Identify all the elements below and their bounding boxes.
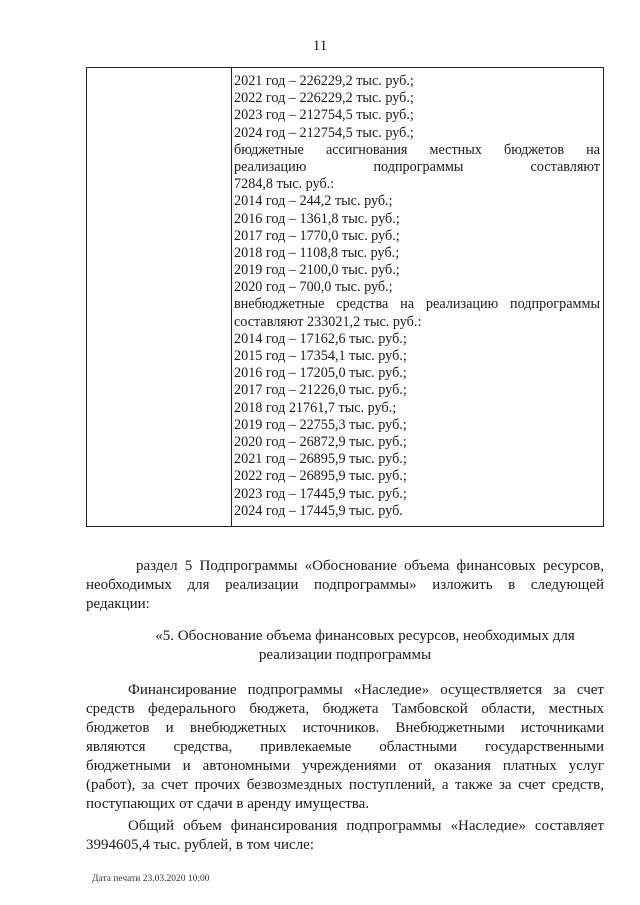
page-number: 11 <box>312 38 328 54</box>
text-line: средств федерального бюджета, бюджета Тамбовской области, местных <box>86 701 604 717</box>
table-line: внебюджетные средства на реализацию подпрограммы <box>234 296 600 313</box>
table-line: 2023 год – 212754,5 тыс. руб.; <box>234 107 414 124</box>
text-line: поступающих от сдачи в аренду имущества. <box>86 796 370 812</box>
section-intro <box>86 557 604 614</box>
table-cell-right <box>234 73 600 520</box>
table-line: 2020 год – 700,0 тыс. руб.; <box>234 279 393 296</box>
text-line: Общий объем финансирования подпрограммы «Наследие» составляет <box>128 818 604 834</box>
table-line: 2024 год – 17445,9 тыс. руб. <box>234 502 403 519</box>
section-heading <box>86 627 604 665</box>
print-date: Дата печати 23.03.2020 10:00 <box>92 874 210 884</box>
table-line: 2022 год – 26895,9 тыс. руб.; <box>234 468 407 485</box>
table-line: реализацию подпрограммы составляют <box>234 158 600 175</box>
table-line: 2021 год – 226229,2 тыс. руб.; <box>234 73 414 89</box>
table-line: 2019 год – 2100,0 тыс. руб.; <box>234 262 400 279</box>
table-line: 2018 год 21761,7 тыс. руб.; <box>234 399 397 416</box>
paragraph-total <box>86 817 604 855</box>
table-line: 2019 год – 22755,3 тыс. руб.; <box>234 416 407 433</box>
table-line: составляют 233021,2 тыс. руб.: <box>234 313 422 330</box>
table-divider <box>231 68 232 526</box>
table-line: 2015 год – 17354,1 тыс. руб.; <box>234 348 407 364</box>
text-line: (работ), за счет прочих безвозмездных поступлений, а также за счет средств, <box>86 777 604 793</box>
table-line: 2023 год – 17445,9 тыс. руб.; <box>234 485 407 502</box>
table-line: 2018 год – 1108,8 тыс. руб.; <box>234 244 400 261</box>
table-line: 2016 год – 1361,8 тыс. руб.; <box>234 210 400 227</box>
table-line: 2014 год – 17162,6 тыс. руб.; <box>234 330 407 347</box>
heading-line: реализации подпрограммы <box>258 647 432 663</box>
text-line: являются средства, привлекаемые областными государственными <box>86 739 604 755</box>
text-line: необходимых для реализации подпрограммы» изложить в следующей <box>86 577 604 593</box>
text-line: 3994605,4 тыс. рублей, в том числе: <box>86 837 315 853</box>
paragraph-financing <box>86 681 604 814</box>
table-line: 2014 год – 244,2 тыс. руб.; <box>234 193 393 210</box>
table-line: 7284,8 тыс. руб.: <box>234 176 335 193</box>
text-line: редакции: <box>86 596 150 612</box>
text-line: раздел 5 Подпрограммы «Обоснование объема финансовых ресурсов, <box>136 558 604 574</box>
text-line: бюджетов и внебюджетных источников. Внебюджетными источниками <box>86 720 604 736</box>
funding-table <box>86 67 604 527</box>
table-line: 2017 год – 21226,0 тыс. руб.; <box>234 382 407 399</box>
table-line: 2022 год – 226229,2 тыс. руб.; <box>234 90 414 107</box>
table-line: бюджетные ассигнования местных бюджетов на <box>234 141 600 158</box>
text-line: Финансирование подпрограммы «Наследие» осуществляется за счет <box>128 682 604 698</box>
table-line: 2020 год – 26872,9 тыс. руб.; <box>234 433 407 450</box>
table-line: 2017 год – 1770,0 тыс. руб.; <box>234 227 400 244</box>
text-line: бюджетными и автономными учреждениями от оказания платных услуг <box>86 758 604 774</box>
table-line: 2016 год – 17205,0 тыс. руб.; <box>234 365 407 382</box>
table-line: 2024 год – 212754,5 тыс. руб.; <box>234 124 414 141</box>
heading-line: «5. Обоснование объема финансовых ресурсов, необходимых для <box>155 628 575 644</box>
table-line: 2021 год – 26895,9 тыс. руб.; <box>234 451 407 468</box>
